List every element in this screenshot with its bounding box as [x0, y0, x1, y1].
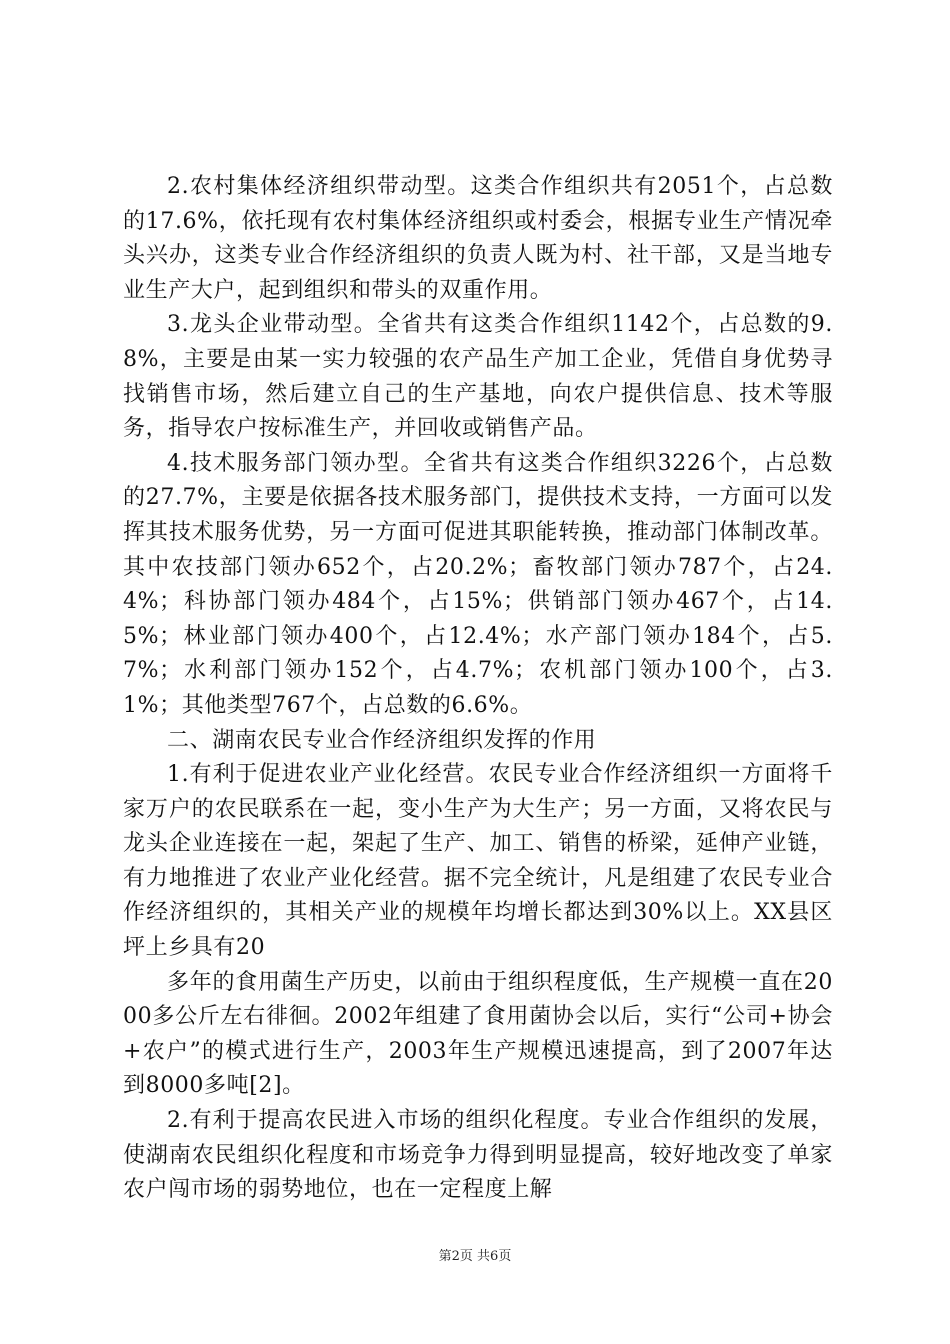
paragraph-collective-economy-type: 2.农村集体经济组织带动型。这类合作组织共有2051个，占总数的17.6%，依托现有农村集体经济组织或村委会，根据专业生产情况牵头兴办，这类专业合作经济组织的负责人既为村、社干部，又是当地专业生产大户，起到组织和带头的双重作用。 — [123, 174, 833, 303]
section-heading: 二、湖南农民专业合作经济组织发挥的作用 — [167, 727, 597, 753]
paragraph-technical-service-type: 4.技术服务部门领办型。全省共有这类合作组织3226个，占总数的27.7%，主要是依据各技术服务部门，提供技术支持，一方面可以发挥其技术服务优势，另一方面可促进其职能转换，推动部门体制改革。其中农技部门领办652个，占20.2%；畜牧部门领办787个，占24.4%；科协部门领办484个，占15%；供销部门领办467个，占14.5%；林业部门领办400个，占12.4%；水产部门领办184个，占5.7%；水利部门领办152个，占4.7%；农机部门领办100个，占3.1%；其他类型767个，占总数的6.6%。 — [123, 450, 833, 718]
paragraph-industrialization: 1.有利于促进农业产业化经营。农民专业合作经济组织一方面将千家万户的农民联系在一起，变小生产为大生产；另一方面，又将农民与龙头企业连接在一起，架起了生产、加工、销售的桥梁，延伸产业链，有力地推进了农业产业化经营。据不完全统计，凡是组建了农民专业合作经济组织的，其相关产业的规模年均增长都达到30%以上。XX县区坪上乡具有20 — [123, 762, 833, 961]
page-footer: 第2页 共6页 — [438, 1249, 512, 1264]
paragraph-mushroom-case: 多年的食用菌生产历史，以前由于组织程度低，生产规模一直在2000多公斤左右徘徊。2002年组建了食用菌协会以后，实行“公司+协会+农户”的模式进行生产，2003年生产规模迅速提高，到了2007年达到8000多吨[2]。 — [123, 969, 833, 1099]
paragraph-leading-enterprise-type: 3.龙头企业带动型。全省共有这类合作组织1142个，占总数的9.8%，主要是由某一实力较强的农产品生产加工企业，凭借自身优势寻找销售市场，然后建立自己的生产基地，向农户提供信息、技术等服务，指导农户按标准生产，并回收或销售产品。 — [123, 312, 833, 442]
paragraph-market-organization: 2.有利于提高农民进入市场的组织化程度。专业合作组织的发展，使湖南农民组织化程度和市场竞争力得到明显提高，较好地改变了单家农户闯市场的弱势地位，也在一定程度上解 — [123, 1108, 833, 1203]
document-body — [123, 170, 833, 1208]
